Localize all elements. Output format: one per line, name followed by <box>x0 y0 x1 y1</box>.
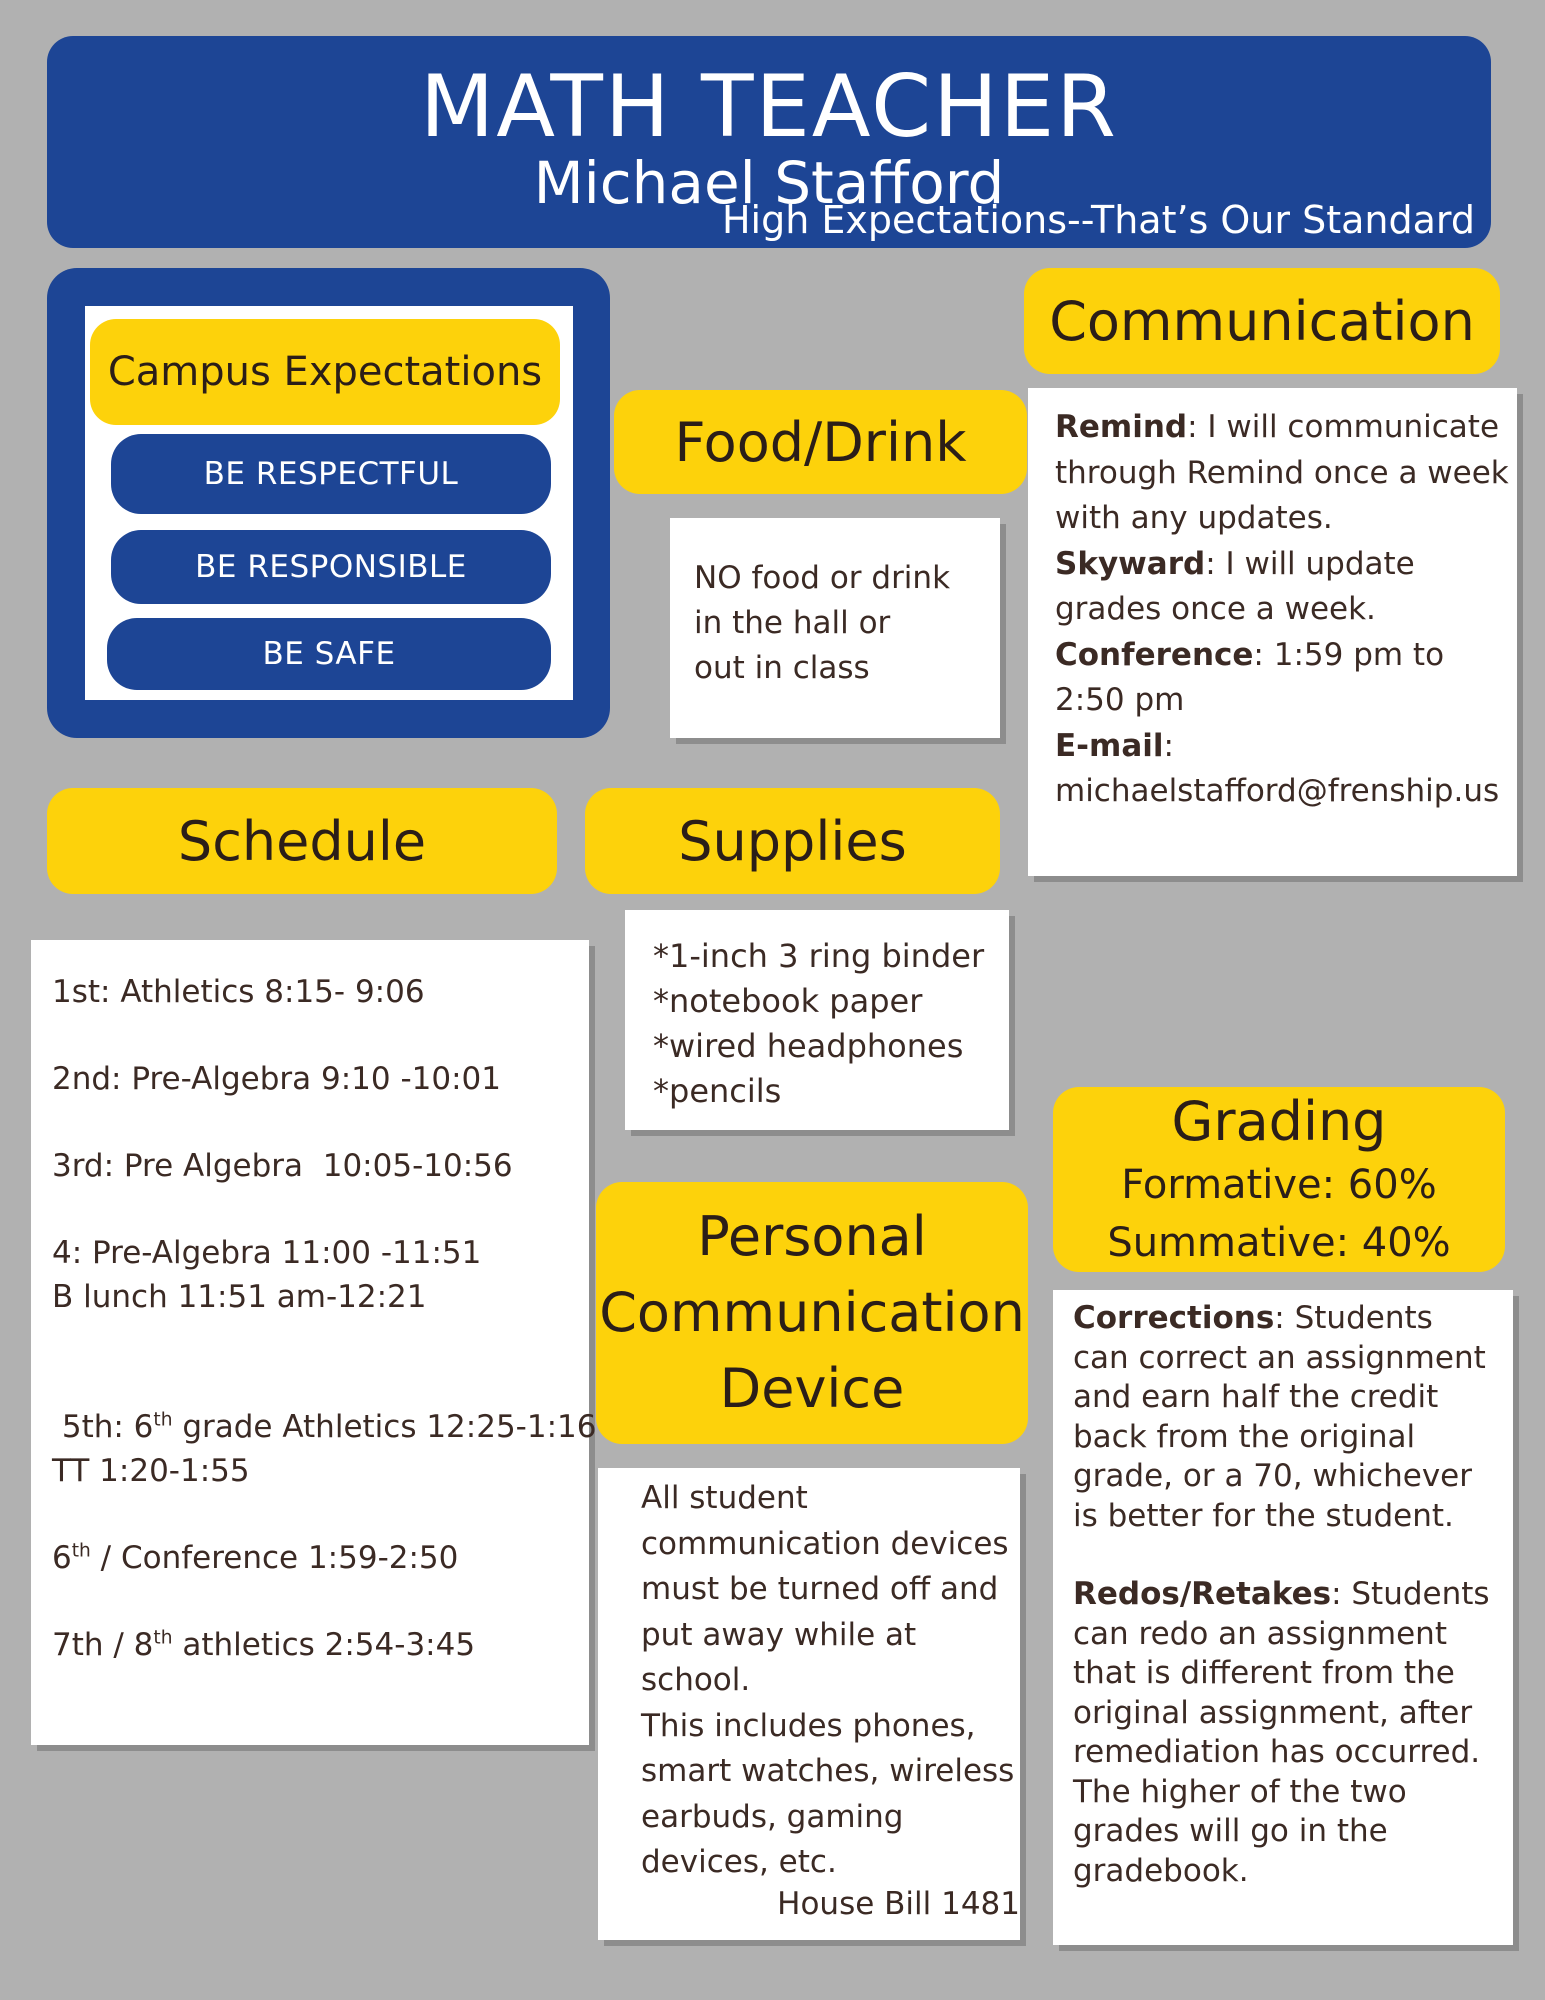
period-6: 6th / Conference 1:59-2:50 <box>52 1540 459 1576</box>
page-title: MATH TEACHER <box>420 57 1118 157</box>
device-text: All student communication devices must be turned off and put away while at school. This includes phones, smart watches, wireless earbuds, gaming devices, etc. <box>641 1480 1015 1880</box>
email-label: E-mail <box>1055 727 1164 764</box>
food-drink-title: Food/Drink <box>614 390 1027 494</box>
conference-label: Conference <box>1055 636 1254 673</box>
device-card <box>598 1468 1020 1940</box>
supply-item: *wired headphones <box>653 1027 964 1065</box>
be-respectful-badge: BE RESPECTFUL <box>111 434 551 514</box>
summative-weight: Summative: 40% <box>1107 1219 1451 1266</box>
supplies-title: Supplies <box>585 788 1000 894</box>
redos-label: Redos/Retakes <box>1073 1576 1332 1612</box>
supply-item: *1-inch 3 ring binder <box>653 937 985 975</box>
period-2: 2nd: Pre-Algebra 9:10 -10:01 <box>52 1061 501 1097</box>
grading-policies <box>1073 1299 1493 1891</box>
food-drink-text: NO food or drink in the hall or out in class <box>694 560 951 686</box>
schedule-title: Schedule <box>47 788 557 894</box>
skyward-label: Skyward <box>1055 545 1206 582</box>
schedule-card <box>31 940 597 1745</box>
period-5: 5th: 6th grade Athletics 12:25-1:16 <box>52 1409 597 1445</box>
supplies-card <box>625 910 1009 1130</box>
communication-text <box>1055 405 1515 815</box>
food-drink-card <box>670 518 1000 738</box>
grading-panel <box>1053 1087 1505 1272</box>
lunch: B lunch 11:51 am-12:21 <box>52 1279 427 1315</box>
campus-expectations-title: Campus Expectations <box>90 319 560 425</box>
communication-card <box>1028 388 1517 876</box>
supply-item: *notebook paper <box>653 982 923 1020</box>
grading-title: Grading <box>1171 1089 1387 1153</box>
corrections-text: : Students can correct an assignment and earn half the credit back from the original grade, or a 70, whichever is better for the student. <box>1073 1300 1486 1534</box>
communication-title: Communication <box>1024 268 1500 374</box>
conference-text: : 1:59 pm to 2:50 pm <box>1055 636 1445 718</box>
corrections-label: Corrections <box>1073 1300 1275 1336</box>
motto: High Expectations--That’s Our Standard <box>721 198 1475 242</box>
redos-policy <box>1073 1575 1493 1891</box>
device-title-line-1: Personal <box>697 1205 927 1268</box>
period-1: 1st: Athletics 8:15- 9:06 <box>52 974 425 1010</box>
header-banner <box>47 36 1491 248</box>
period-3: 3rd: Pre Algebra 10:05-10:56 <box>52 1148 513 1184</box>
be-safe-badge: BE SAFE <box>107 618 551 690</box>
campus-expectations-panel <box>47 268 610 738</box>
email-colon: : <box>1163 727 1174 764</box>
tt-period: TT 1:20-1:55 <box>52 1453 250 1489</box>
device-title-line-3: Device <box>719 1357 905 1420</box>
formative-weight: Formative: 60% <box>1121 1161 1437 1208</box>
campus-expectations-inner <box>85 306 573 700</box>
period-4: 4: Pre-Algebra 11:00 -11:51 <box>52 1235 482 1271</box>
remind-text: : I will communicate through Remind once a week with any updates. <box>1055 409 1509 536</box>
teacher-name: Michael Stafford <box>533 149 1005 217</box>
skyward-text: : I will update grades once a week. <box>1055 545 1415 627</box>
grading-card <box>1053 1290 1513 1945</box>
device-title-line-2: Communication <box>599 1281 1025 1344</box>
supplies-list <box>653 934 984 1114</box>
corrections-policy <box>1073 1299 1493 1536</box>
house-bill-reference: House Bill 1481 <box>777 1886 1020 1922</box>
be-responsible-badge: BE RESPONSIBLE <box>111 530 551 604</box>
supply-item: *pencils <box>653 1072 782 1110</box>
remind-label: Remind <box>1055 409 1188 445</box>
device-title <box>596 1182 1028 1444</box>
email-address: michaelstafford@frenship.us <box>1055 773 1500 809</box>
redos-text: : Students can redo an assignment that is different from the original assignment, after remediation has occurred. The higher of the two grades will go in the gradebook. <box>1073 1576 1490 1889</box>
period-7: 7th / 8th athletics 2:54-3:45 <box>52 1627 476 1663</box>
